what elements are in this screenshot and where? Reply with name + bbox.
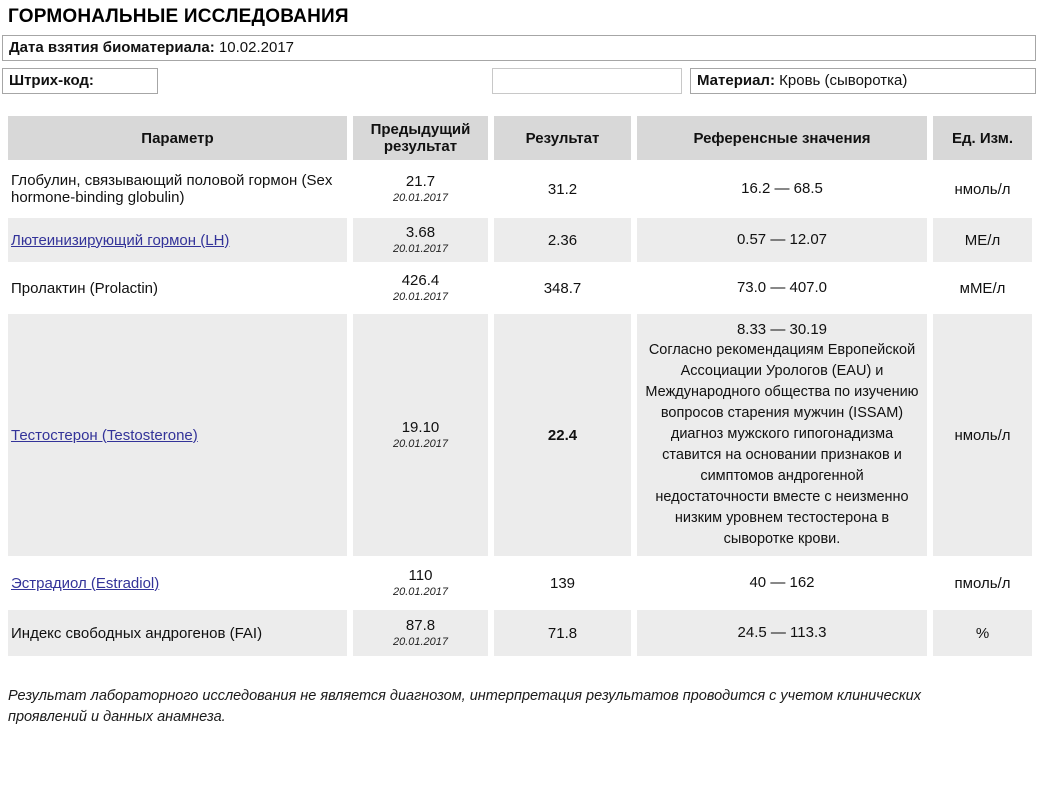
- previous-result-date: 20.01.2017: [392, 438, 449, 450]
- column-header-parameter: Параметр: [8, 116, 347, 160]
- parameter-label: Глобулин, связывающий половой гормон (Sex hormone-binding globulin): [11, 172, 333, 206]
- previous-result-date: 20.01.2017: [392, 636, 449, 648]
- barcode-label-box: [2, 68, 158, 94]
- result-value: 139: [494, 560, 631, 606]
- material-value: Кровь (сыворотка): [779, 72, 908, 89]
- previous-result-value: 110: [408, 567, 433, 584]
- unit-value: нмоль/л: [933, 164, 1032, 214]
- reference-range: 40 — 162: [749, 574, 815, 591]
- previous-result-value: 3.68: [405, 224, 436, 241]
- barcode-label: Штрих-код:: [9, 72, 94, 89]
- unit-value: %: [933, 610, 1032, 656]
- reference-range: 73.0 — 407.0: [736, 279, 828, 296]
- column-header-unit: Ед. Изм.: [933, 116, 1032, 160]
- parameter-link[interactable]: Тестостерон (Testosterone): [11, 426, 198, 444]
- result-value: 348.7: [494, 266, 631, 310]
- table-row: [8, 560, 1032, 606]
- parameter-link[interactable]: Эстрадиол (Estradiol): [11, 574, 160, 592]
- page-title: ГОРМОНАЛЬНЫЕ ИССЛЕДОВАНИЯ: [8, 6, 349, 27]
- parameter-label: Индекс свободных андрогенов (FAI): [11, 624, 263, 642]
- column-header-previous-result: Предыдущий результат: [353, 116, 488, 160]
- column-header-result: Результат: [494, 116, 631, 160]
- unit-value: пмоль/л: [933, 560, 1032, 606]
- material-label: Материал:: [697, 72, 775, 89]
- table-row: [8, 218, 1032, 262]
- previous-result-date: 20.01.2017: [392, 586, 449, 598]
- result-value: 31.2: [494, 164, 631, 214]
- result-value: 2.36: [494, 218, 631, 262]
- previous-result-date: 20.01.2017: [392, 192, 449, 204]
- reference-range: 16.2 — 68.5: [741, 180, 823, 197]
- previous-result-value: 19.10: [401, 419, 440, 436]
- unit-value: МЕ/л: [933, 218, 1032, 262]
- table-row: [8, 314, 1032, 556]
- table-row: [8, 164, 1032, 214]
- previous-result-date: 20.01.2017: [392, 243, 449, 255]
- table-header-row: [8, 116, 1032, 160]
- reference-note: Согласно рекомендациям Европейской Ассоциации Урологов (EAU) и Международного общества по изучению вопросов старения мужчин (ISSAM) диагноз мужского гипогонадизма ставится на основании признаков и симптомов андрогенной недостаточности вместе с неизменно низким уровнем тестостерона в сыворотке крови.: [645, 342, 919, 547]
- table-row: [8, 266, 1032, 310]
- biomaterial-date-box: [2, 35, 1036, 61]
- reference-range: 0.57 — 12.07: [736, 231, 828, 248]
- parameter-label: Пролактин (Prolactin): [11, 279, 159, 297]
- result-value: 71.8: [494, 610, 631, 656]
- previous-result-date: 20.01.2017: [392, 291, 449, 303]
- reference-range: 8.33 — 30.19: [736, 321, 828, 338]
- result-value: 22.4: [494, 314, 631, 556]
- previous-result-value: 21.7: [405, 173, 436, 190]
- previous-result-value: 87.8: [405, 617, 436, 634]
- footer-disclaimer: Результат лабораторного исследования не является диагнозом, интерпретация результатов проводится с учетом клинических проявлений и данных анамнеза.: [8, 688, 921, 725]
- column-header-reference: Референсные значения: [637, 116, 927, 160]
- unit-value: мМЕ/л: [933, 266, 1032, 310]
- barcode-row: [2, 68, 1036, 94]
- reference-range: 24.5 — 113.3: [737, 624, 827, 641]
- biomaterial-date-value: 10.02.2017: [218, 39, 295, 56]
- parameter-link[interactable]: Лютеинизирующий гормон (LH): [11, 231, 230, 249]
- unit-value: нмоль/л: [933, 314, 1032, 556]
- previous-result-value: 426.4: [401, 272, 440, 289]
- results-table: [2, 112, 1038, 660]
- barcode-value-box: [492, 68, 682, 94]
- material-box: [690, 68, 1036, 94]
- table-row: [8, 610, 1032, 656]
- biomaterial-date-label: Дата взятия биоматериала:: [9, 39, 215, 56]
